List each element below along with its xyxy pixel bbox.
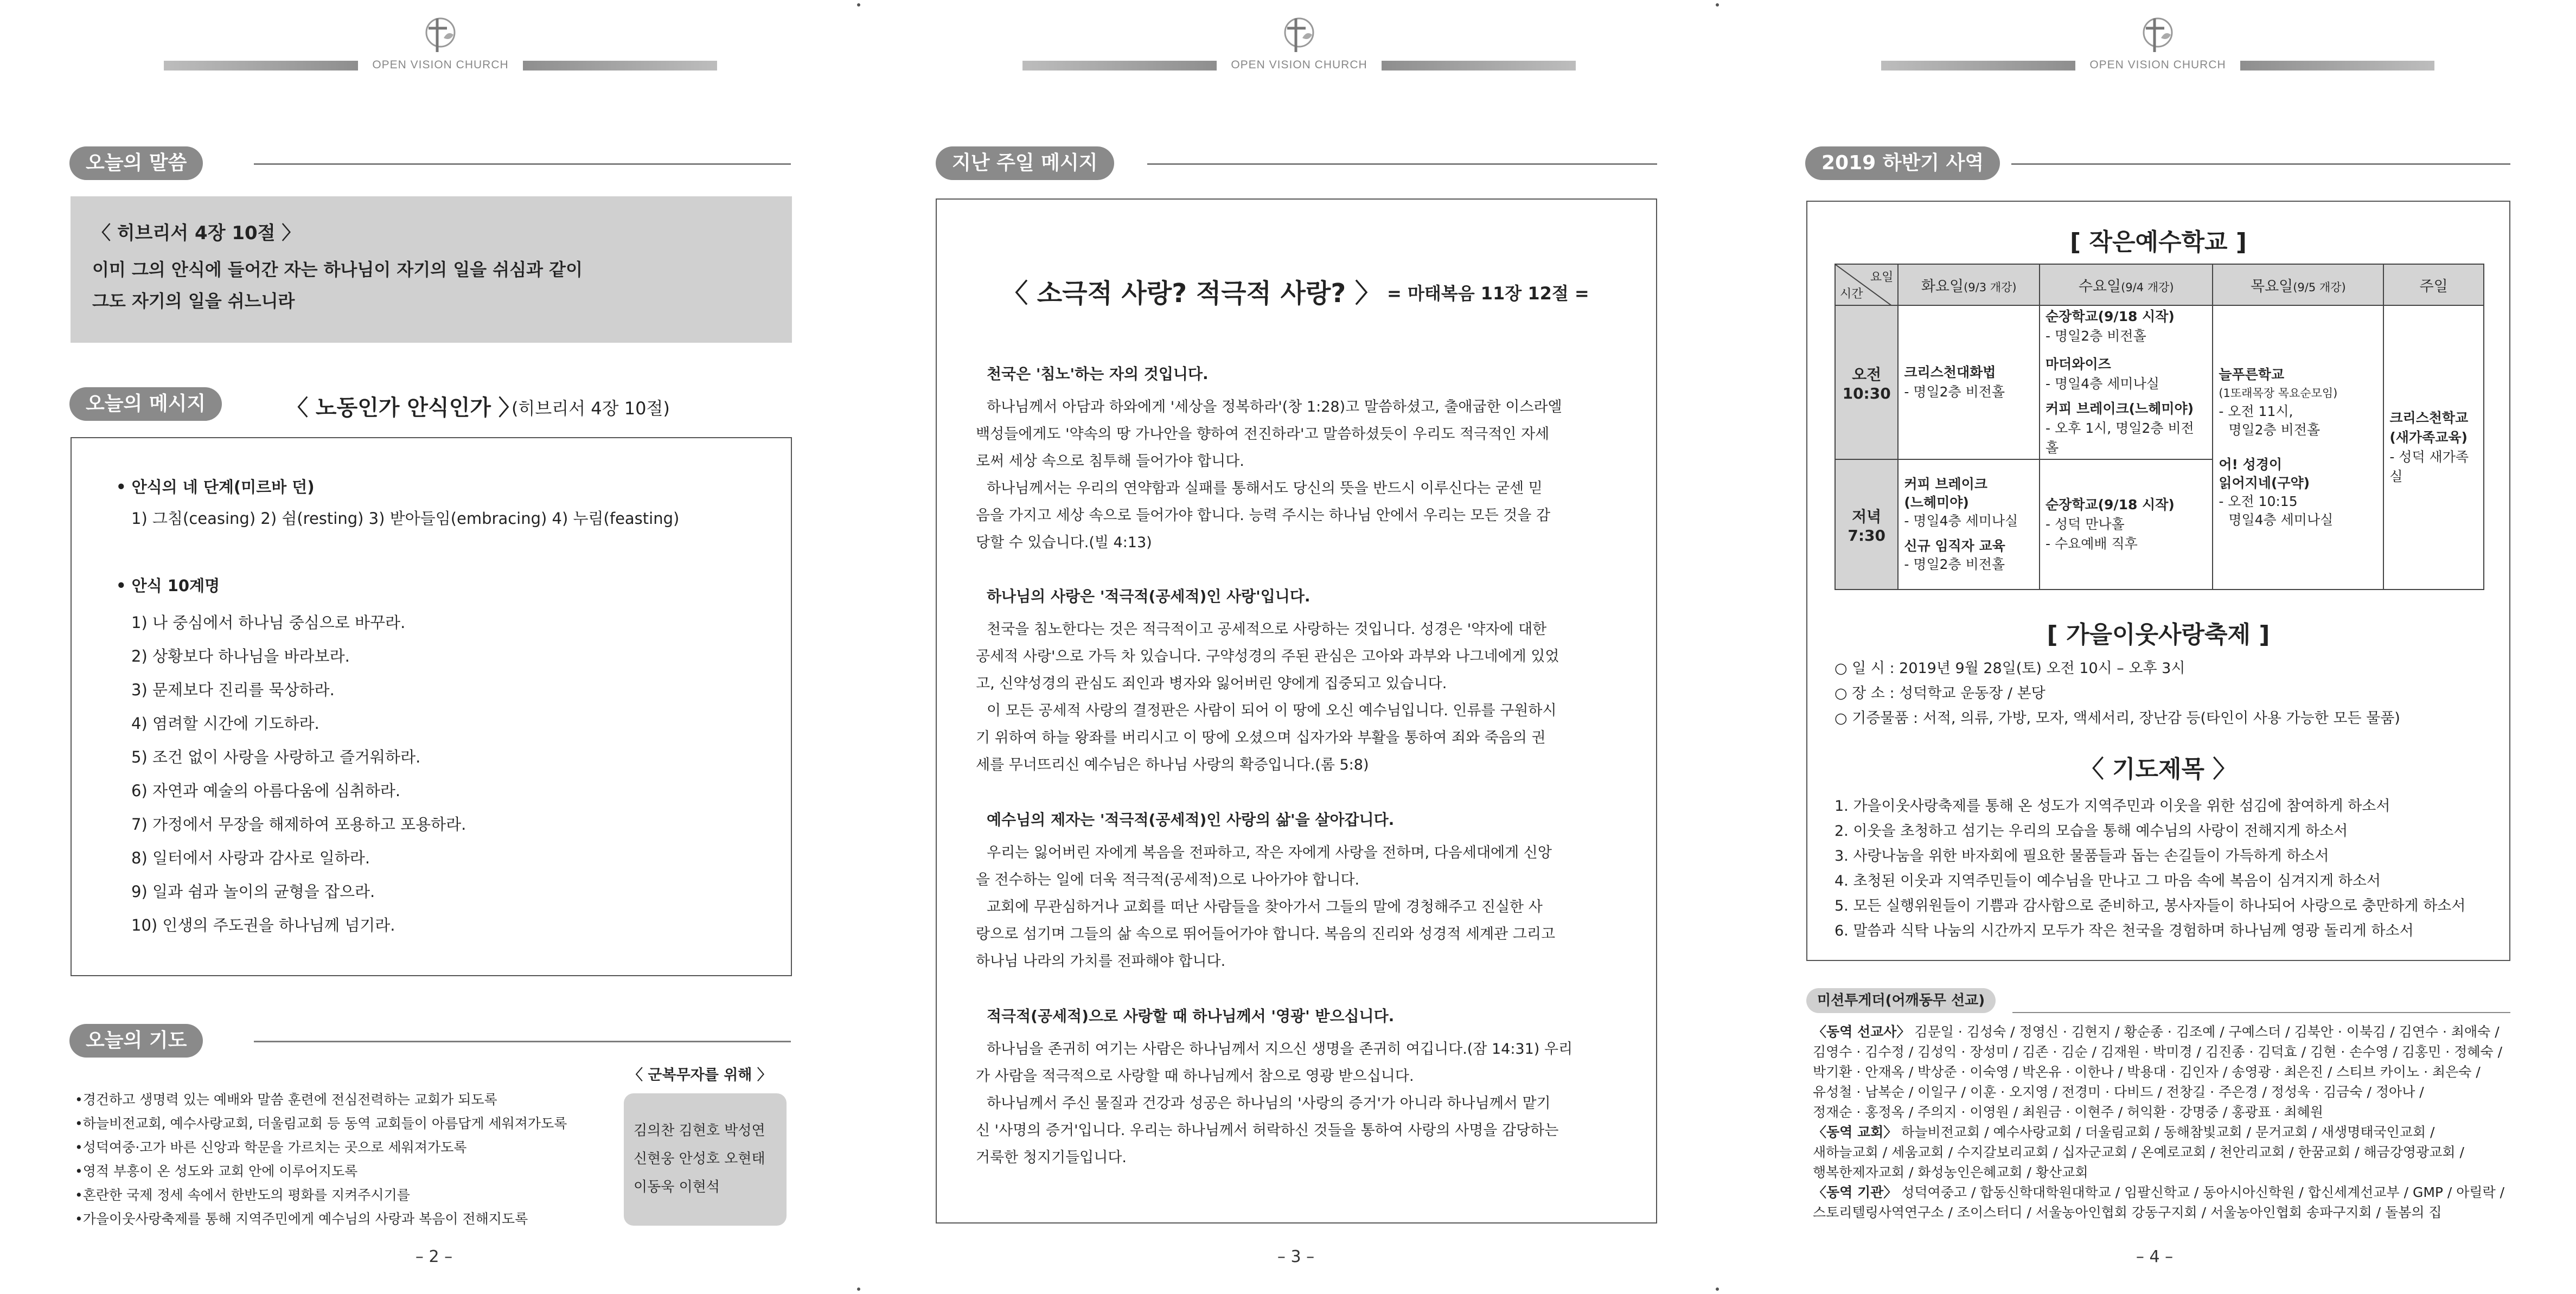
sermon-reference: = 마태복음 11장 12절 = <box>1387 283 1589 304</box>
page-header <box>1022 16 1576 76</box>
column-header <box>2383 264 2484 305</box>
ten-heading: • 안식 10계명 <box>116 576 220 595</box>
section-line <box>1147 163 1657 165</box>
cell-line: 늘푸른학교 <box>2219 367 2285 382</box>
mission-line <box>1813 1022 2513 1042</box>
cell-wed-am <box>2040 305 2213 459</box>
prayer-item: •성덕여중·고가 바른 신앙과 학문을 가르치는 곳으로 세워져가도록 <box>75 1139 467 1155</box>
sermon-line: 랑으로 섬기며 그들의 삶 속으로 뛰어들어가야 합니다. 복음의 진리와 성경적 세계관 그리고 <box>976 926 1556 943</box>
section-line <box>2012 1012 2510 1013</box>
sermon-title: 〈 소극적 사랑? 적극적 사랑? 〉 <box>1002 278 1381 309</box>
ten-item: 4) 염려할 시간에 기도하라. <box>131 714 319 733</box>
column-day: 목요일 <box>2250 278 2293 295</box>
festival-line: ○ 일 시 : 2019년 9월 28일(토) 오전 10시 – 오후 3시 <box>1834 660 2185 677</box>
mission-line <box>1813 1102 2513 1122</box>
church-logo-icon <box>409 16 472 55</box>
church-name: OPEN VISION CHURCH <box>1231 59 1367 71</box>
mission-names: 정재순 · 홍정옥 / 주의지 · 이영원 / 최원금 · 이현주 / 허익환 · 강명중 / 홍광표 · 최혜원 <box>1813 1104 2323 1120</box>
sermon-line: 교회에 무관심하거나 교회를 떠난 사람들을 찾아가서 그들의 말에 경청해주고 진실한 사 <box>987 899 1543 915</box>
cell-line: - 수요예배 직후 <box>2046 536 2138 552</box>
sermon-line: 백성들에게도 '약속의 땅 가나안을 향하여 전진하라'고 말씀하셨듯이 우리도 적극적인 자세 <box>976 426 1550 443</box>
column-day: 화요일 <box>1921 278 1964 295</box>
page-header <box>1881 16 2434 76</box>
military-names: 이동욱 이현석 <box>634 1179 720 1195</box>
mission-category: 〈동역 교회〉 <box>1813 1124 1897 1140</box>
prayer-topic: 3. 사랑나눔을 위한 바자회에 필요한 물품들과 돕는 손길들이 가득하게 하소서 <box>1834 848 2329 864</box>
page-number: – 4 – <box>2136 1247 2174 1266</box>
cell-line: 어! 성경이 <box>2219 457 2283 472</box>
page-3 <box>859 0 1717 1294</box>
sermon-line: 기 위하여 하늘 왕좌를 버리시고 이 땅에 오셨으며 십자가와 부활을 통하여 죄와 죽음의 권 <box>976 729 1546 746</box>
sermon-line: 하나님을 존귀히 여기는 사람은 하나님께서 지으신 생명을 존귀히 여깁니다.(잠 14:31) 우리 <box>987 1041 1573 1058</box>
column-day: 수요일 <box>2078 278 2121 295</box>
cell-wed-pm <box>2040 459 2213 590</box>
sermon-line: 하나님께서 주신 물질과 건강과 성공은 하나님의 '사랑의 증거'가 아니라 하나님께서 맡기 <box>987 1095 1551 1112</box>
schedule-table <box>1834 264 2484 590</box>
cell-line: 크리스천학교 <box>2389 410 2469 426</box>
verse-box <box>71 196 792 343</box>
section-last-sermon <box>936 146 1657 180</box>
page-4 <box>1717 0 2576 1294</box>
prayer-item: •하늘비전교회, 예수사랑교회, 더울림교회 등 동역 교회들이 아름답게 세워져가도록 <box>75 1116 567 1131</box>
mission-category: 〈동역 선교사〉 <box>1813 1024 1910 1040</box>
sermon-line: 음을 가지고 세상 속으로 들어가야 합니다. 능력 주시는 하나님 안에서 우리는 모든 것을 감 <box>976 507 1551 524</box>
sermon-point-heading: 예수님의 제자는 '적극적(공세적)인 사랑의 삶'을 살아갑니다. <box>987 811 1395 829</box>
prayer-topic: 1. 가을이웃사랑축제를 통해 온 성도가 지역주민과 이웃을 위한 섬김에 참여하게 하소서 <box>1834 798 2390 815</box>
header-bar-right <box>523 61 717 71</box>
sermon-line: 거룩한 청지기들입니다. <box>976 1149 1127 1166</box>
rest-heading: • 안식의 네 단계(미르바 던) <box>116 478 315 496</box>
mission-line <box>1813 1182 2513 1202</box>
prayer-topic: 6. 말씀과 식탁 나눔의 시간까지 모두가 작은 천국을 경험하며 하나님께 영광 돌리게 하소서 <box>1834 923 2414 939</box>
header-bar-right <box>1382 61 1576 71</box>
mission-names: 하늘비전교회 / 예수사랑교회 / 더울림교회 / 동해참빛교회 / 문거교회 / 새생명태국인교회 / <box>1897 1124 2435 1140</box>
header-bar-left <box>1881 61 2075 71</box>
ten-item: 6) 자연과 예술의 아름다움에 심취하라. <box>131 781 401 800</box>
row-header-am: 오전 10:30 <box>1835 305 1898 459</box>
mission-names: 스토리텔링사역연구소 / 조이스터디 / 서울농아인협회 강동구지회 / 서울농아인협회 송파구지회 / 돌봄의 집 <box>1813 1205 2442 1220</box>
festival-title: [ 가을이웃사랑축제 ] <box>2047 621 2270 649</box>
corner-time-label: 시간 <box>1840 287 1863 301</box>
cell-line: 명일4층 세미나실 <box>2228 512 2334 528</box>
column-start: (9/5 개강) <box>2293 280 2346 294</box>
header-bar-right <box>2240 61 2434 71</box>
fold-mark <box>1716 1287 1719 1291</box>
sermon-line: 하나님께서 아담과 하와에게 '세상을 정복하라'(창 1:28)고 말씀하셨고, 출애굽한 이스라엘 <box>987 399 1562 415</box>
sermon-point-heading: 적극적(공세적)으로 사랑할 때 하나님께서 '영광' 받으십니다. <box>987 1007 1395 1025</box>
sermon-line: 가 사람을 적극적으로 사랑할 때 하나님께서 참으로 영광 받으십니다. <box>976 1068 1414 1085</box>
prayer-item: •경건하고 생명력 있는 예배와 말씀 훈련에 전심전력하는 교회가 되도록 <box>75 1092 497 1107</box>
cell-line: - 명일2층 비전홀 <box>2046 328 2146 344</box>
page-2 <box>0 0 859 1294</box>
mission-names: 행복한제자교회 / 화성농인은혜교회 / 황산교회 <box>1813 1164 2088 1180</box>
header-bar-left <box>164 61 358 71</box>
cell-line: 크리스천대화법 <box>1904 364 1996 380</box>
sermon-box <box>936 198 1657 1223</box>
prayer-topics-title: 〈 기도제목 〉 <box>2080 755 2237 783</box>
mission-line <box>1813 1202 2513 1222</box>
section-todays-message <box>69 387 791 421</box>
section-todays-word <box>69 146 791 180</box>
cell-sun <box>2383 305 2484 590</box>
ministry-box <box>1806 201 2510 961</box>
ten-item: 2) 상황보다 하나님을 바라보라. <box>131 647 350 665</box>
mission-names: 김영수 · 김수정 / 김성익 · 장성미 / 김존 · 김순 / 김재원 · 박미경 / 김진종 · 김덕효 / 김현 · 손수영 / 김홍민 · 정혜숙 / <box>1813 1044 2503 1060</box>
sermon-line: 을 전수하는 일에 더욱 적극적(공세적)으로 나아가야 합니다. <box>976 872 1360 888</box>
verse-line: 이미 그의 안식에 들어간 자는 하나님이 자기의 일을 쉬심과 같이 <box>92 259 583 280</box>
sermon-line: 하나님 나라의 가치를 전파해야 합니다. <box>976 953 1226 970</box>
row-header-pm: 저녁 7:30 <box>1835 459 1898 590</box>
table-corner-cell <box>1835 264 1898 305</box>
section-title: 지난 주일 메시지 <box>936 146 1114 180</box>
church-name: OPEN VISION CHURCH <box>2089 59 2226 71</box>
sermon-line: 하나님께서는 우리의 연약함과 실패를 통해서도 당신의 뜻을 반드시 이루신다는 굳센 믿 <box>987 480 1543 497</box>
cell-line: 순장학교(9/18 시작) <box>2046 309 2175 324</box>
mission-names: 유성철 · 남복순 / 이일구 / 이훈 · 오지영 / 전경미 · 다비드 / 전창길 · 주은경 / 정성욱 · 김금숙 / 정아나 / <box>1813 1084 2424 1100</box>
mission-title: 미션투게더(어깨동무 선교) <box>1806 988 1996 1013</box>
verse-line: 그도 자기의 일을 쉬느니라 <box>92 291 295 311</box>
sermon-line: 로써 세상 속으로 침투해 들어가야 합니다. <box>976 453 1244 470</box>
mission-line <box>1813 1142 2513 1162</box>
cell-line: (1또래목장 목요순모임) <box>2219 387 2338 400</box>
mission-line <box>1813 1082 2513 1102</box>
cell-line: 커피 브레이크 <box>1904 476 1987 492</box>
cell-line: 명일2층 비전홀 <box>2228 422 2321 438</box>
sermon-line: 세를 무너뜨리신 예수님은 하나님 사랑의 확증입니다.(롬 5:8) <box>976 757 1369 773</box>
column-header <box>2040 264 2213 305</box>
column-header <box>2213 264 2383 305</box>
mission-names: 새하늘교회 / 세움교회 / 수지갈보리교회 / 십자군교회 / 온예로교회 / 천안리교회 / 한꿈교회 / 해금강영광교회 / <box>1813 1144 2464 1160</box>
cell-line: (새가족교육) <box>2389 430 2468 445</box>
sermon-line: 당할 수 있습니다.(빌 4:13) <box>976 534 1152 551</box>
military-title: 〈 군복무자를 위해 〉 <box>628 1067 772 1084</box>
cell-line: - 명일2층 비전홀 <box>1904 384 2005 400</box>
school-title: [ 작은예수학교 ] <box>2070 228 2247 256</box>
page-number: – 2 – <box>415 1247 453 1266</box>
column-header <box>1898 264 2040 305</box>
cell-line: - 명일4층 세미나실 <box>1904 513 2018 529</box>
prayer-item: •가을이웃사랑축제를 통해 지역주민에게 예수님의 사랑과 복음이 전해지도록 <box>75 1211 528 1227</box>
military-names: 김의찬 김현호 박성연 <box>634 1123 765 1139</box>
column-day: 주일 <box>2419 278 2448 295</box>
header-bar-left <box>1022 61 1217 71</box>
prayer-topic: 4. 초청된 이웃과 지역주민들이 예수님을 만나고 그 마음 속에 복음이 심겨지게 하소서 <box>1834 873 2381 889</box>
cell-line: (느헤미야) <box>1904 495 1969 510</box>
section-2019-ministry <box>1805 146 2510 180</box>
festival-line: ○ 기증물품 : 서적, 의류, 가방, 모자, 액세서리, 장난감 등(타인이 사용 가능한 모든 물품) <box>1834 710 2400 727</box>
cell-line: 신규 임직자 교육 <box>1904 538 2005 554</box>
ten-item: 5) 조건 없이 사랑을 사랑하고 즐거워하라. <box>131 748 421 766</box>
section-title: 오늘의 메시지 <box>69 387 222 421</box>
corner-day-label: 요일 <box>1870 271 1894 284</box>
cell-line: - 성덕 만나홀 <box>2046 516 2125 532</box>
ten-item: 7) 가정에서 무장을 해제하여 포용하고 포용하라. <box>131 815 466 834</box>
column-start: (9/3 개강) <box>1964 280 2017 294</box>
mission-list <box>1813 1022 2513 1222</box>
sermon-line: 이 모든 공세적 사랑의 결정판은 사람이 되어 이 땅에 오신 예수님입니다. 인류를 구원하시 <box>987 702 1557 719</box>
sermon-line: 우리는 잃어버린 자에게 복음을 전파하고, 작은 자에게 사랑을 전하며, 다음세대에게 신앙 <box>987 844 1552 861</box>
cell-line: - 명일4층 세미나실 <box>2046 376 2159 392</box>
section-title: 오늘의 말씀 <box>69 146 203 180</box>
prayer-item: •영적 부흥이 온 성도와 교회 안에 이루어지도록 <box>75 1163 358 1179</box>
page-header <box>164 16 717 76</box>
ten-item: 3) 문제보다 진리를 묵상하라. <box>131 681 335 699</box>
rest-steps: 1) 그침(ceasing) 2) 쉼(resting) 3) 받아들임(embracing) 4) 누림(feasting) <box>131 509 680 528</box>
cell-line: - 오전 10:15 <box>2219 494 2298 509</box>
page-number: – 3 – <box>1277 1247 1315 1266</box>
mission-line <box>1813 1122 2513 1142</box>
church-logo-icon <box>1268 16 1331 55</box>
ten-item: 8) 일터에서 사랑과 감사로 일하라. <box>131 849 370 867</box>
church-logo-icon <box>2126 16 2189 55</box>
fold-mark <box>1716 3 1719 7</box>
mission-names: 성덕여중고 / 합동신학대학원대학교 / 임팔신학교 / 동아시아신학원 / 합신세계선교부 / GMP / 아릴락 / <box>1897 1184 2505 1200</box>
sermon-line: 신 '사명의 증거'입니다. 우리는 하나님께서 허락하신 것들을 통하여 사랑의 사명을 감당하는 <box>976 1122 1559 1139</box>
fold-mark <box>857 1287 860 1291</box>
section-todays-prayer <box>69 1024 791 1058</box>
prayer-topic: 5. 모든 실행위원들이 기쁨과 감사함으로 준비하고, 봉사자들이 하나되어 사랑으로 충만하게 하소서 <box>1834 898 2466 914</box>
military-box <box>624 1093 787 1226</box>
cell-line: 커피 브레이크(느헤미야) <box>2046 401 2194 417</box>
sermon-point-heading: 천국은 '침노'하는 자의 것입니다. <box>987 365 1209 383</box>
cell-tue-pm <box>1898 459 2040 590</box>
cell-line: 마더와이즈 <box>2046 356 2111 372</box>
sermon-line: 천국을 침노한다는 것은 적극적이고 공세적으로 사랑하는 것입니다. 성경은 '약자에 대한 <box>987 621 1547 638</box>
ten-item: 9) 일과 쉼과 놀이의 균형을 잡으라. <box>131 882 375 901</box>
section-line <box>254 163 791 165</box>
mission-line <box>1813 1062 2513 1082</box>
mission-names: 박기환 · 안재옥 / 박상준 · 이숙영 / 박온유 · 이한나 / 박용대 · 김인자 / 송영광 · 최은진 / 스티브 카이노 · 최은숙 / <box>1813 1064 2481 1080</box>
prayer-item: •혼란한 국제 정세 속에서 한반도의 평화를 지켜주시기를 <box>75 1187 410 1203</box>
cell-line: 읽어지네(구약) <box>2219 475 2310 491</box>
ten-item: 10) 인생의 주도권을 하나님께 넘기라. <box>131 916 395 934</box>
mission-category: 〈동역 기관〉 <box>1813 1184 1897 1200</box>
cell-line: 순장학교(9/18 시작) <box>2046 497 2175 513</box>
column-start: (9/4 개강) <box>2121 280 2174 294</box>
sermon-line: 공세적 사랑'으로 가득 차 있습니다. 구약성경의 주된 관심은 고아와 과부와 나그네에게 있었 <box>976 648 1559 665</box>
festival-line: ○ 장 소 : 성덕학교 운동장 / 본당 <box>1834 685 2046 702</box>
section-title: 오늘의 기도 <box>69 1024 203 1058</box>
cell-thu <box>2213 305 2383 590</box>
cell-line: - 성덕 새가족실 <box>2389 449 2469 484</box>
section-title: 2019 하반기 사역 <box>1805 146 2000 180</box>
section-line <box>2011 163 2510 165</box>
cell-line: - 오후 1시, 명일2층 비전홀 <box>2046 420 2194 456</box>
fold-mark <box>857 3 860 7</box>
message-title: 〈 노동인가 안식인가 〉 <box>286 395 520 420</box>
cell-line: - 오전 11시, <box>2219 403 2293 419</box>
mission-names: 김문일 · 김성숙 / 정영신 · 김현지 / 황순종 · 김조예 / 구예스더 / 김북안 · 이북김 / 김연수 · 최애숙 / <box>1910 1024 2500 1040</box>
prayer-topic: 2. 이웃을 초청하고 섬기는 우리의 모습을 통해 예수님의 사랑이 전해지게 하소서 <box>1834 823 2348 840</box>
section-mission-together <box>1806 988 2510 1014</box>
message-reference: (히브리서 4장 10절) <box>512 398 670 419</box>
cell-tue-am <box>1898 305 2040 459</box>
cell-line: - 명일2층 비전홀 <box>1904 556 2005 572</box>
sermon-line: 고, 신약성경의 관심도 죄인과 병자와 잃어버린 양에게 집중되고 있습니다. <box>976 675 1447 692</box>
church-name: OPEN VISION CHURCH <box>372 59 509 71</box>
sermon-point-heading: 하나님의 사랑은 '적극적(공세적)인 사랑'입니다. <box>987 587 1311 605</box>
mission-line <box>1813 1042 2513 1062</box>
verse-reference: 〈 히브리서 4장 10절 〉 <box>92 222 301 244</box>
message-box <box>71 437 792 976</box>
ten-item: 1) 나 중심에서 하나님 중심으로 바꾸라. <box>131 613 406 632</box>
mission-line <box>1813 1162 2513 1182</box>
military-names: 신현웅 안성호 오현태 <box>634 1151 765 1167</box>
section-line <box>254 1041 791 1042</box>
